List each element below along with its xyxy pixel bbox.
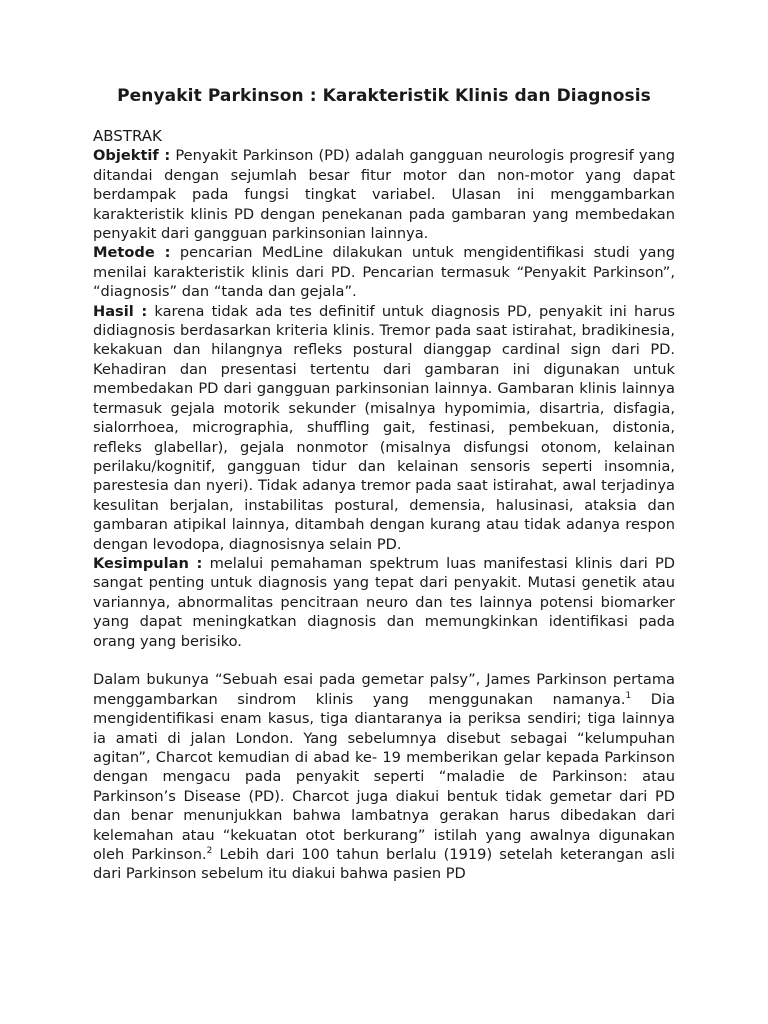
reference-1: 1 — [625, 690, 632, 701]
conclusion-text: melalui pemahaman spektrum luas manifestasi klinis dari PD sangat penting untuk diagnosis yang tepat dari penyakit. Mutasi genetik atau variannya, abnormalitas pencitraan neuro dan tes lainnya potensi biomarker yang dapat meningkatkan diagnosis dan memungkinkan identifikasi pada orang yang berisiko. — [93, 554, 676, 650]
method-paragraph — [93, 243, 675, 301]
paragraph-spacer — [93, 651, 675, 670]
objective-text: Penyakit Parkinson (PD) adalah gangguan neurologis progresif yang ditandai dengan sejumlah besar fitur motor dan non-motor yang dapat berdampak pada fungsi tingkat variabel. Ulasan ini menggambarkan karakteristik klinis PD dengan penekanan pada gambaran yang membedakan penyakit dari gangguan parkinsonian lainnya. — [93, 147, 675, 243]
conclusion-label: Kesimpulan : — [93, 554, 203, 572]
objective-label: Objektif : — [93, 147, 171, 165]
intro-text-part1: Dalam bukunya “Sebuah esai pada gemetar palsy”, James Parkinson pertama menggambarkan sindrom klinis yang menggunakan namanya. — [93, 671, 675, 708]
intro-text-part2: Dia mengidentifikasi enam kasus, tiga diantaranya ia periksa sendiri; tiga lainnya ia amati di jalan London. Yang sebelumnya disebut sebagai “kelumpuhan agitan”, Charcot kemudian di abad ke- 19 memberikan gelar kepada Parkinson dengan mengacu pada penyakit seperti “maladie de Parkinson: atau Parkinson’s Disease (PD). Charcot juga diakui bentuk tidak gemetar dari PD dan benar menunjukkan bahwa lambatnya gerakan harus dibedakan dari kelemahan atau “kekuatan otot berkurang” istilah yang awalnya digunakan oleh Parkinson. — [93, 690, 676, 864]
method-label: Metode : — [93, 244, 171, 262]
reference-2: 2 — [206, 846, 213, 857]
document-body — [93, 127, 675, 884]
results-text: karena tidak ada tes definitif untuk diagnosis PD, penyakit ini harus didiagnosis berdasarkan kriteria klinis. Tremor pada saat istirahat, bradikinesia, kekakuan dan hilangnya refleks postural dianggap cardinal sign dari PD. Kehadiran dan presentasi tertentu dari gambaran ini digunakan untuk membedakan PD dari gangguan parkinsonian lainnya. Gambaran klinis lainnya termasuk gejala motorik sekunder (misalnya hypomimia, disartria, disfagia, sialorrhoea, micrographia, shuffling gait, festinasi, pembekuan, distonia, refleks glabellar), gejala nonmotor (misalnya disfungsi otonom, kelainan perilaku/kognitif, gangguan tidur dan kelainan sensoris seperti insomnia, parestesia dan nyeri). Tidak adanya tremor pada saat istirahat, awal terjadinya kesulitan berjalan, instabilitas postural, demensia, halusinasi, ataksia dan gambaran atipikal lainnya, ditambah dengan kurang atau tidak adanya respon dengan levodopa, diagnosisnya selain PD. — [93, 302, 676, 553]
document-title: Penyakit Parkinson : Karakteristik Klinis dan Diagnosis — [117, 86, 651, 106]
intro-text-part3: Lebih dari 100 tahun berlalu (1919) setelah keterangan asli dari Parkinson sebelum itu diakui bahwa pasien PD — [93, 846, 675, 883]
abstract-heading: ABSTRAK — [93, 127, 162, 145]
method-text: pencarian MedLine dilakukan untuk mengidentifikasi studi yang menilai karakteristik klinis dari PD. Pencarian termasuk “Penyakit Parkinson”, “diagnosis” dan “tanda dan gejala”. — [93, 244, 675, 301]
intro-paragraph — [93, 670, 675, 883]
results-label: Hasil : — [93, 302, 148, 320]
conclusion-paragraph — [93, 554, 675, 651]
objective-paragraph — [93, 146, 675, 243]
results-paragraph — [93, 302, 675, 554]
